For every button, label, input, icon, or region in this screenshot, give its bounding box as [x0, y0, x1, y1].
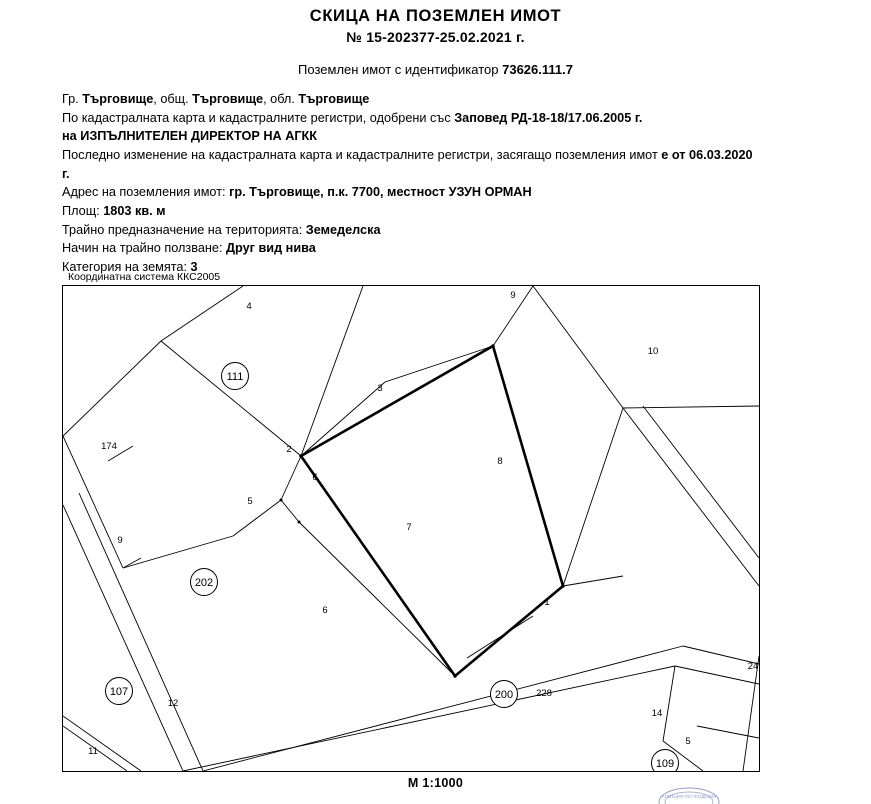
city-value: Търговище	[82, 92, 154, 106]
parcel-number-label: 9	[510, 290, 516, 301]
identifier-label: Поземлен имот с идентификатор	[298, 62, 499, 77]
svg-text:107: 107	[109, 686, 129, 698]
coordinate-system-label: Координатна система ККС2005	[68, 271, 221, 283]
property-info	[62, 90, 871, 277]
svg-text:109: 109	[655, 758, 675, 770]
parcel-number-label: 6	[312, 472, 318, 483]
official-stamp-icon	[657, 780, 721, 804]
parcel-number-label: 5	[685, 736, 691, 747]
parcel-number-label: 9	[117, 535, 123, 546]
last-change-prefix: Последно изменение на кадастралната карта и кадастралните регистри, засягащо поземления имот	[62, 148, 658, 163]
parcel-number-label: 12	[167, 698, 179, 709]
parcel-number-label: 8	[497, 456, 503, 467]
area-value: 1803 кв. м	[103, 204, 166, 219]
cadastral-map	[62, 285, 760, 772]
order-value: Заповед РД-18-18/17.06.2005 г.	[454, 110, 643, 125]
category-value: 3	[190, 260, 198, 275]
info-row-authority	[62, 127, 871, 146]
district-value: Търговище	[298, 92, 370, 106]
info-row-last-change	[62, 146, 762, 183]
municipality-label: , общ.	[153, 92, 189, 106]
order-prefix: По кадастралната карта и кадастралните регистри, одобрени със	[62, 110, 451, 125]
info-row-address	[62, 183, 871, 202]
parcel-number-label: 10	[647, 346, 659, 357]
parcel-number-label: 4	[246, 301, 252, 312]
circled-parcel-label	[222, 363, 249, 390]
page-title: СКИЦА НА ПОЗЕМЛЕН ИМОТ	[309, 7, 562, 25]
parcel-number-label: 14	[651, 708, 663, 719]
circled-parcel-label	[191, 569, 218, 596]
info-row-area	[62, 202, 871, 221]
info-row-use	[62, 239, 871, 258]
parcel-number-label: 11	[88, 746, 98, 757]
svg-text:АГЕНЦИЯ ПО ГЕОДЕЗИЯ: АГЕНЦИЯ ПО ГЕОДЕЗИЯ	[661, 794, 717, 799]
address-label: Адрес на поземления имот:	[62, 185, 226, 200]
category-label: Категория на земята:	[62, 260, 187, 275]
title-block	[0, 0, 871, 45]
circled-parcel-label	[652, 750, 679, 772]
location-prefix: Гр.	[62, 92, 79, 106]
parcel-number-label: 24	[747, 661, 759, 672]
parcel-number-label: 228	[536, 688, 552, 699]
parcel-number-label: 6	[322, 605, 328, 616]
district-label: , обл.	[263, 92, 295, 106]
svg-text:111: 111	[226, 371, 244, 383]
purpose-label: Трайно предназначение на територията:	[62, 222, 303, 237]
parcel-number-label: 1	[544, 597, 550, 608]
circled-parcel-label	[491, 681, 518, 708]
circled-parcel-label	[106, 678, 133, 705]
parcel-number-label: 3	[377, 383, 383, 394]
parcel-number-label: 7	[406, 522, 412, 533]
identifier-line	[0, 62, 871, 77]
svg-text:202: 202	[194, 577, 214, 589]
parcel-number-label: 5	[247, 496, 253, 507]
address-value: гр. Търговище, п.к. 7700, местност УЗУН ОРМАН	[229, 185, 532, 200]
document-number: № 15-202377-25.02.2021 г.	[346, 29, 525, 45]
identifier-value: 73626.111.7	[502, 62, 573, 77]
last-change-value: е от 06.03.2020 г.	[62, 148, 753, 181]
info-row-purpose	[62, 221, 871, 240]
municipality-value: Търговище	[192, 92, 264, 106]
use-value: Друг вид нива	[226, 241, 316, 256]
info-row-location	[62, 90, 871, 109]
map-scale: М 1:1000	[407, 776, 464, 790]
authority-value: на ИЗПЪЛНИТЕЛЕН ДИРЕКТОР НА АГКК	[62, 129, 318, 144]
area-label: Площ:	[62, 204, 100, 219]
purpose-value: Земеделска	[305, 222, 381, 237]
svg-text:200: 200	[494, 689, 514, 701]
use-label: Начин на трайно ползване:	[62, 241, 223, 256]
info-row-order	[62, 109, 871, 128]
subject-parcel-outline	[301, 346, 563, 676]
parcel-number-label: 2	[286, 444, 292, 455]
parcel-number-label: 174	[101, 441, 117, 452]
